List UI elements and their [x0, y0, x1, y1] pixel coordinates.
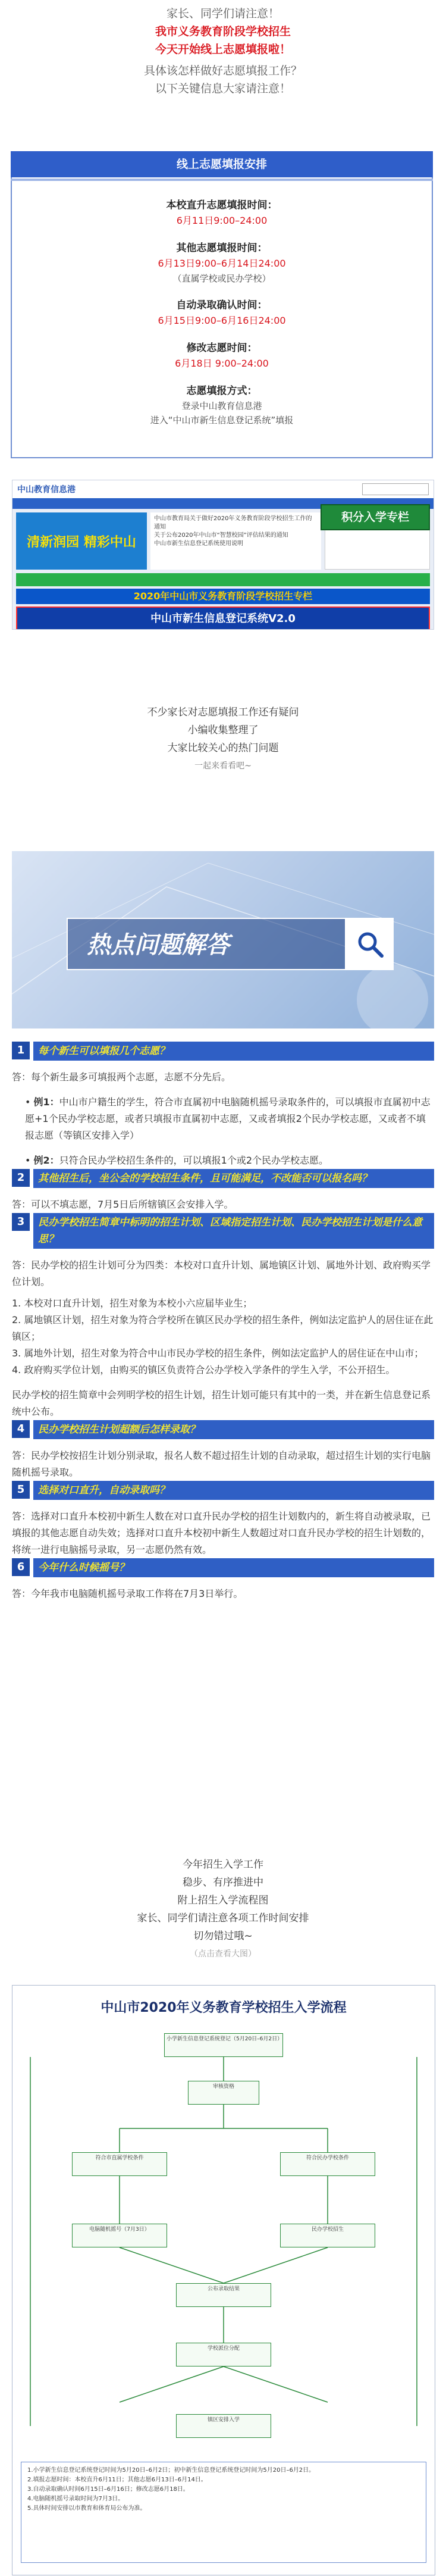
schedule-label: 志愿填报方式：	[186, 385, 257, 397]
intro-greeting: 家长、同学们请注意！	[166, 7, 279, 20]
schedule-label: 自动录取确认时间：	[176, 299, 268, 311]
website-screenshot	[12, 480, 434, 630]
flow-note: 2.填报志愿时间：本校直升6月11日；其他志愿6月13日–6月14日。	[27, 2477, 207, 2483]
bottom-text	[0, 1856, 446, 1963]
question	[12, 1213, 434, 1249]
bottom-line: 附上招生入学流程图	[177, 1895, 269, 1906]
question-number: 5	[12, 1481, 30, 1499]
bottom-line: 切勿错过哦~	[193, 1930, 253, 1942]
qa-item-4	[12, 1420, 434, 1481]
schedule-card	[11, 151, 433, 458]
question	[12, 1481, 434, 1500]
answer-list-item: 3. 属地外计划，招生对象为符合中山市民办学校的招生条件，例如法定监护人的居住证在中山市；	[12, 1348, 424, 1359]
flow-note: 1.小学新生信息登记系统登记时间为5月20日–6月2日；初中新生信息登记系统登记时间为5月20日–6月2日。	[27, 2467, 315, 2474]
middle-line: 一起来看看吧~	[194, 761, 252, 771]
intro-line-2: 以下关键信息大家请注意！	[155, 82, 291, 95]
question-text: 其他招生后，坐公会的学校招生条件，且可能满足，不改能否可以报名吗？	[33, 1169, 434, 1188]
flow-node: 学校派位分配	[176, 2343, 271, 2366]
flowchart-title: 中山市2020年义务教育学校招生入学流程	[100, 2000, 347, 2015]
flowchart-notes	[21, 2462, 426, 2563]
answer-text: 答：民办学校的招生计划可分为四类：本校对口直升计划、属地镇区计划、属地外计划、政府购买学位计划。	[12, 1259, 431, 1287]
flow-node: 审核资格	[188, 2081, 259, 2105]
flow-node: 符合市直属学校条件	[72, 2152, 167, 2176]
middle-line: 大家比较关心的热门问题	[167, 742, 279, 754]
flow-node: 电脑随机摇号（7月3日）	[72, 2224, 167, 2247]
answer-text: 答：今年我市电脑随机摇号录取工作将在7月3日举行。	[12, 1588, 243, 1599]
qa-item-3	[12, 1213, 434, 1420]
site-logo: 中山教育信息港	[17, 485, 76, 495]
question-number: 3	[12, 1213, 30, 1231]
answer-list-item: 1. 本校对口直升计划，招生对象为本校小六应届毕业生；	[12, 1298, 253, 1309]
intro-headline-1: 我市义务教育阶段学校招生	[155, 25, 291, 38]
hero-title: 热点问题解答	[67, 918, 346, 970]
site-news-item: 中山市教育局关于做好2020年义务教育阶段学校招生工作的通知	[154, 515, 312, 530]
flow-node: 镇区安排入学	[176, 2414, 271, 2438]
intro-line-1: 具体该怎样做好志愿填报工作？	[143, 64, 302, 77]
middle-text	[0, 704, 446, 775]
bottom-line: 稳步、有序推进中	[183, 1877, 263, 1889]
question-text: 每个新生可以填报几个志愿？	[33, 1042, 434, 1061]
schedule-note: 登录中山教育信息港	[181, 401, 262, 411]
bottom-line: 家长、同学们请注意各项工作时间安排	[137, 1912, 309, 1924]
question	[12, 1558, 434, 1577]
schedule-note: （直属学校或民办学校）	[172, 273, 271, 284]
flow-note: 3.自动录取确认时间6月15日–6月16日；修改志愿6月18日。	[27, 2486, 189, 2493]
title-underline	[11, 179, 433, 181]
answer-text: 答：可以不填志愿，7月5日后所辖镇区会安排入学。	[12, 1199, 234, 1210]
site-green-strip	[16, 573, 430, 586]
schedule-value: 6月18日 9:00–24:00	[175, 358, 269, 369]
answer-example: • 例2：只符合民办学校招生条件的，可以填报1个或2个民办学校志愿。	[25, 1155, 329, 1166]
bottom-caption: （点击查看大图）	[190, 1949, 256, 1959]
intro-section	[0, 0, 446, 98]
answer-extra: 民办学校的招生简章中会列明学校的招生计划，招生计划可能只有其中的一类，并在新生信息登记系统中公布。	[12, 1389, 431, 1417]
site-badge: 积分入学专栏	[321, 504, 430, 530]
answer-text: 答：每个新生最多可填报两个志愿，志愿不分先后。	[12, 1071, 231, 1083]
question-text: 民办学校招生简章中标明的招生计划、区域指定招生计划、民办学校招生计划是什么意思？	[33, 1213, 434, 1249]
magnifier-icon	[346, 918, 394, 970]
question	[12, 1169, 434, 1188]
site-banner: 清新润园 精彩中山	[16, 512, 147, 570]
answer-text: 答：选择对口直升本校初中新生人数在对口直升民办学校的招生计划数内的，新生将自动被录取，已填报的其他志愿自动失效；选择对口直升本校初中新生人数超过对口直升民办学校的招生计划数的，将统一进行电脑摇号录取，另一志愿仍然有效。	[12, 1511, 431, 1555]
flow-node: 小学新生信息登记系统登记（5月20日–6月2日）	[164, 2033, 283, 2057]
question-text: 民办学校招生计划超额后怎样录取？	[33, 1420, 434, 1439]
answer-example: • 例1：中山市户籍生的学生，符合市直属初中电脑随机摇号录取条件的，可以填报市直属初中志愿+1个民办学校志愿，或者只填报市直属初中志愿，又或者填报2个民办学校志愿，又或者不填报志愿（等镇区安排入学）	[25, 1096, 431, 1141]
flow-note: 5.具体时间安排以市教育和体育局公布为准。	[27, 2505, 146, 2512]
schedule-title-text: 线上志愿填报安排	[176, 158, 267, 171]
flowchart-image[interactable]	[12, 1985, 435, 2575]
site-news-list	[150, 512, 321, 570]
schedule-label: 本校直升志愿填报时间：	[166, 199, 278, 211]
question-number: 2	[12, 1169, 30, 1187]
site-system-bar: 中山市新生信息登记系统V2.0	[16, 607, 430, 630]
flow-node: 符合民办学校条件	[280, 2152, 375, 2176]
schedule-list	[12, 198, 432, 427]
site-news-item: 中山市新生信息登记系统使用说明	[154, 540, 243, 547]
site-search-input	[362, 483, 429, 495]
question-number: 1	[12, 1042, 30, 1059]
qa-item-2	[12, 1169, 434, 1213]
schedule-value: 6月13日9:00–6月14日24:00	[158, 258, 286, 269]
question-text: 今年什么时候摇号？	[33, 1558, 434, 1577]
schedule-value: 6月15日9:00–6月16日24:00	[158, 315, 286, 326]
flow-node: 民办学校招生	[280, 2224, 375, 2247]
intro-headline-2: 今天开始线上志愿填报啦！	[155, 43, 291, 56]
site-news-item: 关于公布2020年中山市“智慧校园”评估结果的通知	[154, 532, 288, 539]
hero-banner	[12, 851, 434, 1028]
flow-note: 4.电脑随机摇号录取时间为7月3日。	[27, 2496, 124, 2502]
schedule-title	[11, 151, 433, 177]
qa-item-1	[12, 1042, 434, 1169]
question-number: 6	[12, 1558, 30, 1576]
question-number: 4	[12, 1420, 30, 1438]
schedule-label: 修改志愿时间：	[186, 342, 257, 354]
site-header	[12, 480, 434, 498]
site-admission-bar: 2020年中山市义务教育阶段学校招生专栏	[16, 589, 430, 604]
question	[12, 1042, 434, 1061]
answer-text: 答：民办学校按招生计划分别录取，报名人数不超过招生计划的自动录取，超过招生计划的实行电脑随机摇号录取。	[12, 1450, 431, 1478]
answer-list-item: 2. 属地镇区计划，招生对象为符合学校所在镇区民办学校的招生条件，例如法定监护人的居住证在此镇区；	[12, 1314, 434, 1342]
schedule-note: 进入“中山市新生信息登记系统”填报	[150, 415, 294, 426]
question	[12, 1420, 434, 1439]
middle-line: 小编收集整理了	[187, 724, 259, 736]
qa-item-5	[12, 1481, 434, 1558]
middle-line: 不少家长对志愿填报工作还有疑问	[147, 706, 299, 718]
schedule-value: 6月11日9:00–24:00	[176, 215, 268, 226]
question-text: 选择对口直升，自动录取吗？	[33, 1481, 434, 1500]
bottom-line: 今年招生入学工作	[183, 1859, 263, 1871]
qa-item-6	[12, 1558, 434, 1602]
answer-list-item: 4. 政府购买学位计划，由购买的镇区负责符合公办学校入学条件的学生入学，不公开招生。	[12, 1364, 395, 1375]
qa-section	[12, 1042, 434, 1602]
schedule-label: 其他志愿填报时间：	[176, 242, 268, 254]
flow-node: 公布录取结果	[176, 2283, 271, 2307]
